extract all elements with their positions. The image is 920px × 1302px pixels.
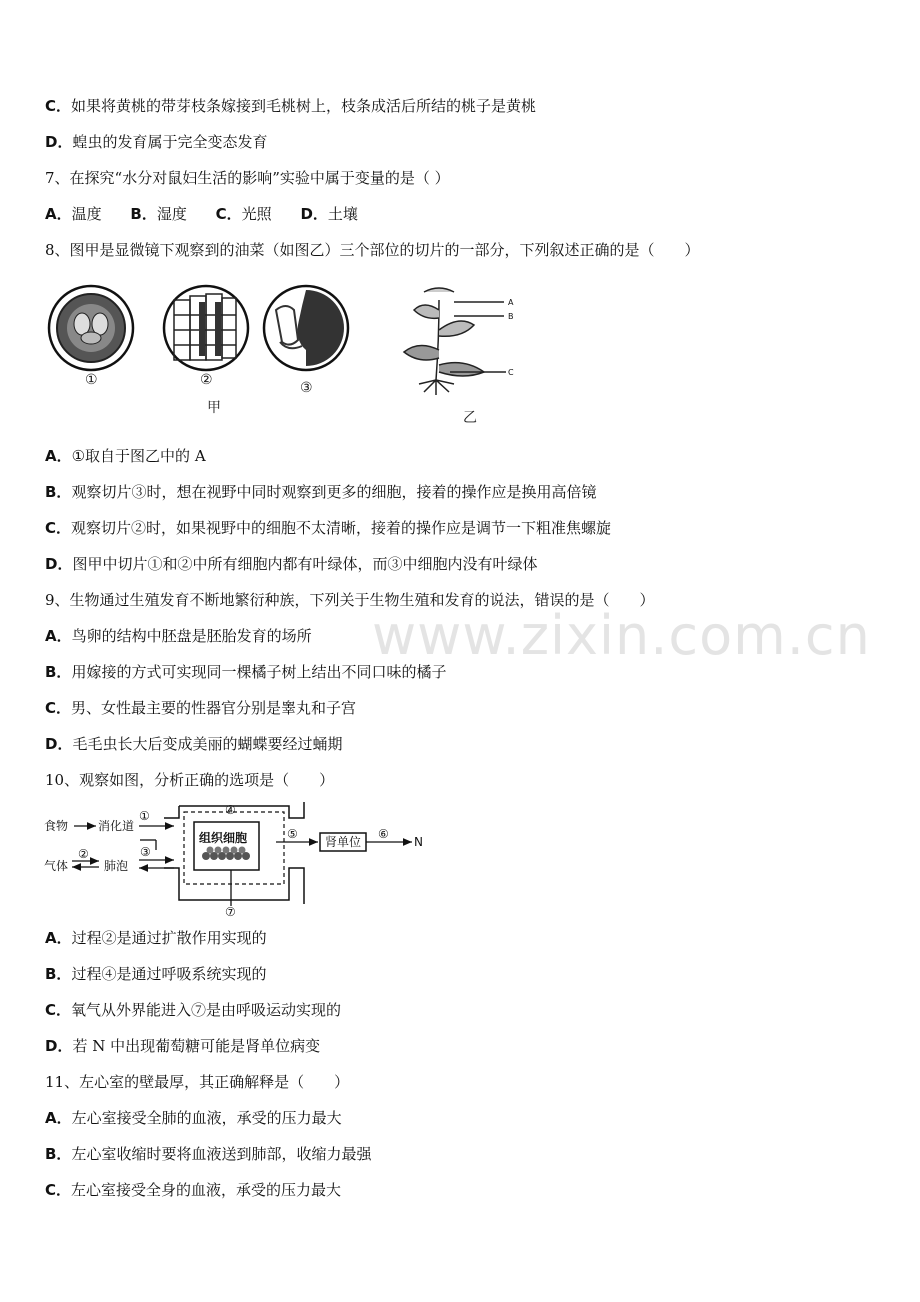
q9-option-b: B．用嫁接的方式可实现同一棵橘子树上结出不同口味的橘子	[45, 663, 447, 681]
plant-label-b: B	[508, 312, 514, 321]
label-num-2: ②	[78, 847, 89, 861]
slice-2-label: ②	[200, 372, 213, 388]
q8-option-a: A．①取自于图乙中的 A	[45, 447, 206, 465]
label-tissue-cells: 组织细胞	[199, 831, 248, 845]
q7-option-a: A．温度	[45, 205, 102, 223]
q10-option-a: A．过程②是通过扩散作用实现的	[45, 929, 267, 947]
label-num-4: ④	[225, 803, 236, 817]
q8-option-d: D．图甲中切片①和②中所有细胞内都有叶绿体，而③中细胞内没有叶绿体	[45, 555, 538, 573]
figure-yi-label: 乙	[463, 410, 477, 426]
plant-label-a: A	[508, 298, 514, 307]
label-gas: 气体	[44, 859, 69, 873]
q9-stem: 9、生物通过生殖发育不断地繁衍种族，下列关于生物生殖和发育的说法，错误的是（ ）	[45, 591, 655, 609]
q8-option-b: B．观察切片③时，想在视野中同时观察到更多的细胞，接着的操作应是换用高倍镜	[45, 483, 597, 501]
slice-2-image	[164, 286, 248, 370]
plant-label-c: C	[508, 368, 514, 377]
q8-figure	[44, 280, 544, 428]
figure-jia-label: 甲	[207, 400, 221, 416]
label-food: 食物	[44, 819, 69, 833]
label-num-7: ⑦	[225, 905, 236, 919]
q10-stem: 10、观察如图，分析正确的选项是（ ）	[45, 771, 335, 789]
tissue-cells	[202, 847, 250, 861]
slice-3-image	[264, 286, 348, 370]
label-num-5: ⑤	[287, 827, 298, 841]
rapeseed-plant-image	[404, 288, 506, 395]
label-num-1: ①	[139, 809, 150, 823]
q9-option-c: C．男、女性最主要的性器官分别是睾丸和子宫	[45, 699, 357, 717]
q11-option-b: B．左心室收缩时要将血液送到肺部，收缩力最强	[45, 1145, 372, 1163]
q8-stem: 8、图甲是显微镜下观察到的油菜（如图乙）三个部位的切片的一部分，下列叙述正确的是（ ）	[45, 241, 700, 259]
q9-option-d: D．毛毛虫长大后变成美丽的蝴蝶要经过蛹期	[45, 735, 343, 753]
q7-option-c: C．光照	[215, 205, 272, 223]
slice-1-label: ①	[85, 372, 98, 388]
q11-option-a: A．左心室接受全肺的血液，承受的压力最大	[45, 1109, 342, 1127]
q6-option-d: D．蝗虫的发育属于完全变态发育	[45, 133, 268, 151]
q11-stem: 11、左心室的壁最厚，其正确解释是（ ）	[45, 1073, 350, 1091]
q7-option-d: D．土壤	[300, 205, 358, 223]
slice-3-label: ③	[300, 380, 313, 396]
label-alveoli: 肺泡	[104, 859, 129, 873]
q9-option-a: A．鸟卵的结构中胚盘是胚胎发育的场所	[45, 627, 312, 645]
q7-options	[45, 204, 382, 224]
label-num-3: ③	[140, 845, 151, 859]
q11-option-c: C．左心室接受全身的血液，承受的压力最大	[45, 1181, 342, 1199]
q10-figure	[44, 798, 444, 920]
q7-option-b: B．湿度	[130, 205, 187, 223]
slice-1-image	[49, 286, 133, 370]
q10-option-d: D．若 N 中出现葡萄糖可能是肾单位病变	[45, 1037, 321, 1055]
q8-option-c: C．观察切片②时，如果视野中的细胞不太清晰，接着的操作应是调节一下粗准焦螺旋	[45, 519, 612, 537]
q10-option-b: B．过程④是通过呼吸系统实现的	[45, 965, 267, 983]
label-digestive-tract: 消化道	[98, 819, 135, 833]
q10-option-c: C．氧气从外界能进入⑦是由呼吸运动实现的	[45, 1001, 342, 1019]
q7-stem: 7、在探究“水分对鼠妇生活的影响”实验中属于变量的是（ ）	[45, 169, 450, 187]
watermark: www.zixin.com.cn	[372, 604, 871, 667]
q6-option-c: C．如果将黄桃的带芽枝条嫁接到毛桃树上，枝条成活后所结的桃子是黄桃	[45, 97, 537, 115]
label-num-6: ⑥	[378, 827, 389, 841]
label-nephron: 肾单位	[325, 835, 362, 849]
label-n: N	[414, 835, 423, 849]
